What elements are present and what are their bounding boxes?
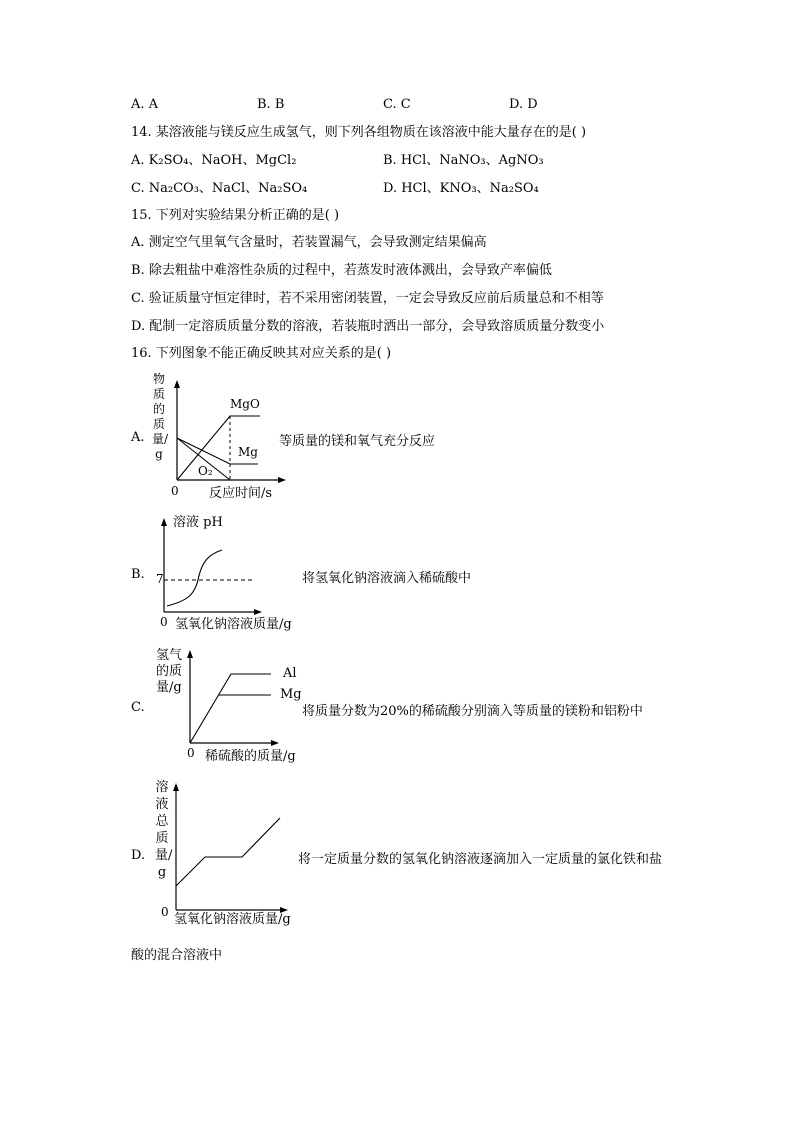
graph-a-mgo-label: MgO — [230, 397, 260, 411]
graph-a — [170, 380, 290, 490]
q15-option-a: A. 测定空气里氧气含量时，若装置漏气，会导致测定结果偏高 — [131, 235, 487, 250]
graph-c-al-label: Al — [283, 666, 297, 681]
graph-a-origin: 0 — [171, 484, 179, 498]
graph-c-desc: 将质量分数为20%的稀硫酸分别滴入等质量的镁粉和铝粉中 — [302, 704, 643, 719]
q15-stem: 15. 下列对实验结果分析正确的是( ) — [131, 208, 340, 223]
graph-b-tick7: 7 — [156, 572, 164, 586]
graph-d-letter: D. — [131, 848, 146, 863]
graph-a-ylabel: 物质的质量/g — [152, 372, 169, 461]
graph-a-xlabel: 反应时间/s — [209, 486, 273, 501]
graph-d-ylabel: 溶液总质量/g — [155, 780, 173, 880]
q14-option-b: B. HCl、NaNO₃、AgNO₃ — [383, 153, 544, 168]
graph-a-o2-label: O₂ — [198, 464, 213, 478]
graph-c-x-arrow — [271, 740, 279, 746]
graph-b-curve — [167, 550, 222, 606]
graph-c — [185, 648, 285, 748]
graph-d-desc: 将一定质量分数的氢氧化钠溶液逐滴加入一定质量的氯化铁和盐 — [298, 852, 663, 867]
q14-option-a: A. K₂SO₄、NaOH、MgCl₂ — [131, 153, 297, 168]
q13-option-b: B. B — [257, 97, 285, 112]
graph-a-desc: 等质量的镁和氧气充分反应 — [279, 434, 436, 449]
graph-a-y-arrow — [174, 380, 180, 388]
graph-a-letter: A. — [131, 430, 145, 445]
graph-d — [170, 780, 300, 915]
q16-stem: 16. 下列图象不能正确反映其对应关系的是( ) — [131, 346, 392, 361]
graph-b — [158, 516, 278, 616]
graph-b-desc: 将氢氧化钠溶液滴入稀硫酸中 — [302, 571, 472, 586]
q13-option-c: C. C — [383, 97, 411, 112]
graph-c-mg-label: Mg — [280, 687, 302, 702]
graph-d-origin: 0 — [161, 905, 169, 919]
q15-option-c: C. 验证质量守恒定律时，若不采用密闭装置，一定会导致反应前后质量总和不相等 — [131, 291, 604, 306]
graph-b-y-arrow — [161, 518, 167, 526]
q14-stem: 14. 某溶液能与镁反应生成氢气，则下列各组物质在该溶液中能大量存在的是( ) — [131, 125, 587, 140]
q15-option-d: D. 配制一定溶质质量分数的溶液，若装瓶时洒出一部分，会导致溶质质量分数变小 — [131, 319, 605, 334]
graph-d-y-arrow — [173, 783, 179, 791]
graph-c-ylabel: 氢气的质量/g — [156, 648, 183, 695]
q15-option-b: B. 除去粗盐中难溶性杂质的过程中，若蒸发时液体溅出，会导致产率偏低 — [131, 263, 552, 278]
graph-b-ylabel: 溶液 pH — [173, 515, 223, 530]
q14-option-d: D. HCl、KNO₃、Na₂SO₄ — [383, 181, 539, 196]
graph-c-al-line — [190, 674, 271, 743]
graph-d-xlabel: 氢氧化钠溶液质量/g — [174, 912, 291, 927]
graph-c-origin: 0 — [187, 746, 195, 760]
graph-d-desc-cont: 酸的混合溶液中 — [131, 948, 223, 963]
graph-c-xlabel: 稀硫酸的质量/g — [205, 749, 296, 764]
graph-c-y-arrow — [187, 650, 193, 658]
graph-b-x-arrow — [254, 609, 262, 615]
q13-option-a: A. A — [131, 97, 159, 112]
graph-a-x-arrow — [278, 477, 286, 483]
q14-option-c: C. Na₂CO₃、NaCl、Na₂SO₄ — [131, 181, 308, 196]
graph-c-letter: C. — [131, 700, 145, 715]
graph-b-origin: 0 — [160, 615, 168, 629]
graph-a-mg-label: Mg — [238, 445, 258, 459]
q13-option-d: D. D — [509, 97, 538, 112]
graph-b-letter: B. — [131, 567, 145, 582]
graph-d-line — [176, 818, 280, 886]
graph-b-xlabel: 氢氧化钠溶液质量/g — [175, 617, 292, 632]
